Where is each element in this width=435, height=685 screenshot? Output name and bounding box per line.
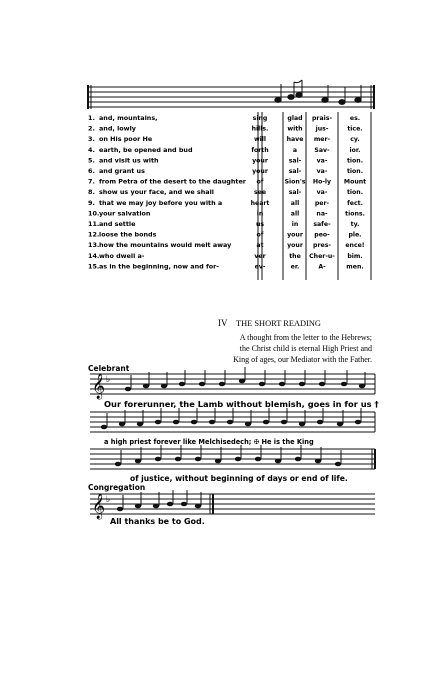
psalm-row xyxy=(88,167,363,175)
psalm-row xyxy=(88,209,365,217)
syllable-cell: Cher-u- xyxy=(309,252,335,260)
verse-text: loose the bonds xyxy=(99,230,157,239)
treble-clef-icon: 𝄞 xyxy=(92,374,106,399)
syllable-cell: cy. xyxy=(350,136,360,144)
verse-number: 14. xyxy=(88,251,100,260)
treble-clef-icon: 𝄞 xyxy=(92,494,106,519)
syllable-cell: see xyxy=(253,189,267,197)
note-icon xyxy=(155,445,161,461)
verse-number: 9. xyxy=(88,198,95,207)
note-icon xyxy=(181,490,187,506)
lyric-line-4: All thanks be to God. xyxy=(110,517,205,526)
syllable-cell: with xyxy=(287,125,303,133)
verse-text: as in the beginning, now and for- xyxy=(99,262,219,271)
syllable-cell: sal- xyxy=(288,157,302,165)
syllable-cell: your xyxy=(287,242,303,250)
note-icon xyxy=(179,370,185,386)
syllable-cell: tice. xyxy=(347,125,363,133)
verse-number: 6. xyxy=(88,167,95,175)
note-icon xyxy=(227,408,233,424)
note-icon xyxy=(355,408,361,424)
syllable-cell: tion. xyxy=(346,168,364,175)
verse-text: who dwell a- xyxy=(99,251,145,260)
syllable-cell: jus- xyxy=(315,125,329,133)
staff-3-notes xyxy=(115,445,341,466)
verse-text: on His poor He xyxy=(99,135,153,144)
note-icon xyxy=(155,408,161,424)
psalm-row xyxy=(88,241,365,249)
reading-intro-line-2: the Christ child is eternal High Priest and xyxy=(239,344,372,353)
syllable-cell: prais- xyxy=(311,115,333,122)
syllable-cell: fect. xyxy=(347,199,363,207)
syllable-cell: es. xyxy=(349,115,361,122)
syllable-cell: will xyxy=(253,136,267,144)
psalm-row xyxy=(88,156,363,164)
syllable-cell: a xyxy=(292,146,298,154)
syllable-cell: ev- xyxy=(254,263,266,271)
psalm-verse-table xyxy=(88,114,366,270)
syllable-cell: your xyxy=(252,168,268,175)
note-icon xyxy=(299,370,305,386)
psalm-row xyxy=(88,135,360,143)
syllable-cell: tion. xyxy=(346,189,364,197)
syllable-cell: mer- xyxy=(313,136,331,144)
verse-text: and settle xyxy=(99,220,136,228)
staff-4 xyxy=(90,494,375,514)
syllable-cell: your xyxy=(287,231,303,239)
note-icon xyxy=(167,490,173,506)
syllable-cell: tions. xyxy=(345,210,365,218)
syllable-cell: A- xyxy=(318,263,326,271)
verse-number: 8. xyxy=(88,188,95,197)
verse-text: and visit us with xyxy=(99,156,159,165)
note-icon xyxy=(239,367,245,383)
psalm-row xyxy=(88,262,364,270)
syllable-cell: heart xyxy=(250,199,270,207)
lyric-line-1: Our forerunner, the Lamb without blemish, goes in for us † xyxy=(104,399,379,409)
syllable-cell: the xyxy=(289,252,301,260)
verse-number: 12. xyxy=(88,230,100,239)
syllable-cell: Sav- xyxy=(314,146,330,154)
syllable-cell: Mount xyxy=(343,178,367,186)
syllable-cell: safe- xyxy=(313,221,331,228)
note-icon xyxy=(281,408,287,424)
note-icon xyxy=(173,408,179,424)
note-icon xyxy=(209,408,215,424)
note-icon xyxy=(319,370,325,386)
note-icon xyxy=(101,413,107,429)
psalm-row xyxy=(88,178,366,186)
note-icon xyxy=(125,375,131,391)
syllable-cell: your xyxy=(252,157,268,165)
syllable-cell: glad xyxy=(287,115,303,122)
note-icon xyxy=(341,370,347,386)
verse-number: 11. xyxy=(88,220,100,228)
verse-number: 4. xyxy=(88,145,95,154)
verse-text: and, lowly xyxy=(99,124,136,133)
psalm-row xyxy=(88,252,363,260)
note-icon xyxy=(279,370,285,386)
syllable-cell: er. xyxy=(290,263,300,271)
syllable-cell: of xyxy=(256,178,264,186)
celebrant-label: Celebrant xyxy=(88,364,130,373)
verse-text: and grant us xyxy=(99,167,145,175)
note-icon xyxy=(195,445,201,461)
syllable-cell: Sion's xyxy=(284,178,306,186)
syllable-cell: sal- xyxy=(288,189,302,197)
syllable-cell: have xyxy=(286,136,304,144)
note-icon xyxy=(115,450,121,466)
flat-sign-icon: ♭ xyxy=(106,495,111,505)
syllable-cell: ver xyxy=(254,252,266,260)
syllable-cell: of xyxy=(256,231,264,239)
syllable-cell: ty. xyxy=(350,221,360,228)
syllable-cell: sal- xyxy=(288,168,302,175)
psalm-staff xyxy=(88,85,375,109)
verse-number: 5. xyxy=(88,156,95,165)
psalm-row xyxy=(88,114,360,122)
verse-number: 1. xyxy=(88,114,95,122)
verse-number: 2. xyxy=(88,124,95,133)
syllable-cell: ple. xyxy=(348,231,362,239)
syllable-cell: hills. xyxy=(251,125,269,133)
staff-4-notes xyxy=(117,490,201,511)
syllable-cell: in xyxy=(291,221,299,228)
note-icon xyxy=(191,408,197,424)
flat-sign-icon: ♭ xyxy=(106,375,111,385)
reading-intro-line-3: King of ages, our Mediator with the Father. xyxy=(233,355,372,364)
note-icon xyxy=(317,408,323,424)
syllable-cell: bim. xyxy=(347,252,363,260)
reading-intro-line-1: A thought from the letter to the Hebrews; xyxy=(239,333,372,342)
syllable-cell: men. xyxy=(346,263,364,271)
verse-number: 10. xyxy=(88,209,100,218)
syllable-cell: per- xyxy=(314,199,330,207)
verse-number: 13. xyxy=(88,241,100,250)
section-title: THE SHORT READING xyxy=(236,319,321,328)
syllable-cell: all xyxy=(290,210,300,218)
verse-text: from Petra of the desert to the daughter xyxy=(99,177,246,186)
syllable-cell: va- xyxy=(316,157,328,165)
syllable-cell: ior. xyxy=(349,146,361,154)
lyric-line-3: of justice, without beginning of days or end of life. xyxy=(130,474,348,483)
verse-number: 15. xyxy=(88,262,100,271)
syllable-cell: pres- xyxy=(313,242,331,250)
psalm-row xyxy=(88,146,360,154)
verse-text: your salvation xyxy=(99,209,151,218)
psalm-row xyxy=(88,231,362,239)
verse-number: 3. xyxy=(88,135,95,144)
note-icon xyxy=(295,445,301,461)
syllable-cell: Ho-ly xyxy=(312,178,332,186)
note-icon xyxy=(219,370,225,386)
verse-text: show us your face, and we shall xyxy=(99,188,214,197)
note-icon xyxy=(235,445,241,461)
verse-text: that we may joy before you with a xyxy=(99,198,223,207)
note-icon xyxy=(255,445,261,461)
reading-header xyxy=(218,318,372,364)
syllable-cell: peo- xyxy=(314,231,330,239)
lyric-line-2: a high priest forever like Melchisedech; ✠ He is the King xyxy=(104,438,314,446)
note-icon xyxy=(335,450,341,466)
syllable-cell: sing xyxy=(252,115,268,122)
syllable-cell: va- xyxy=(316,189,328,197)
syllable-cell: all xyxy=(290,199,300,207)
syllable-cell: us xyxy=(255,221,265,228)
staff-3 xyxy=(90,449,375,469)
syllable-cell: na- xyxy=(316,210,328,218)
congregation-label: Congregation xyxy=(88,483,146,492)
staff-1 xyxy=(90,374,375,394)
verse-number: 7. xyxy=(88,177,95,186)
psalm-row xyxy=(88,188,363,196)
verse-text: earth, be opened and bud xyxy=(99,145,193,154)
staff-2-notes xyxy=(101,408,361,429)
syllable-cell: at xyxy=(256,242,264,250)
syllable-cell: ence! xyxy=(345,242,365,250)
note-icon xyxy=(263,408,269,424)
syllable-cell: in xyxy=(256,210,264,218)
syllable-cell: forth xyxy=(251,146,269,154)
section-numeral: IV xyxy=(218,318,228,328)
note-icon xyxy=(175,445,181,461)
verse-text: and, mountains, xyxy=(99,114,158,122)
note-icon xyxy=(117,495,123,511)
note-icon xyxy=(259,370,265,386)
syllable-cell: va- xyxy=(316,168,328,175)
syllable-cell: tion. xyxy=(346,157,364,165)
note-icon xyxy=(199,370,205,386)
psalm-row xyxy=(88,199,363,207)
psalm-row xyxy=(88,125,363,133)
psalm-row xyxy=(88,220,359,228)
verse-text: how the mountains would melt away xyxy=(99,241,232,250)
